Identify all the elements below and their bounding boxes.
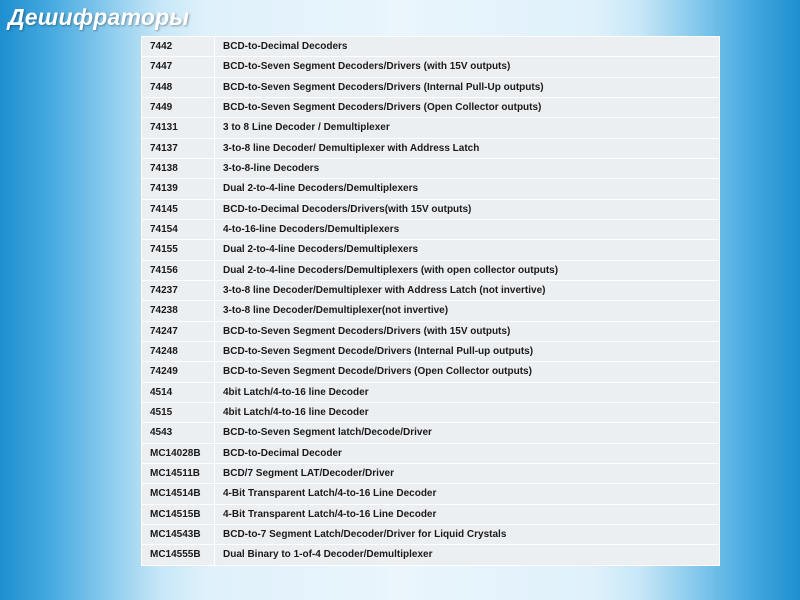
part-number-cell: 7447 (142, 57, 215, 77)
table-row (142, 77, 720, 97)
table-row (142, 321, 720, 341)
part-number-cell: 74238 (142, 301, 215, 321)
part-number-cell: MC14511B (142, 463, 215, 483)
part-number-cell: 74154 (142, 219, 215, 239)
description-cell: 3-to-8-line Decoders (215, 158, 720, 178)
table-row (142, 362, 720, 382)
part-number-cell: 4515 (142, 402, 215, 422)
description-cell: 3-to-8 line Decoder/Demultiplexer with Address Latch (not invertive) (215, 280, 720, 300)
part-number-cell: 7449 (142, 97, 215, 117)
part-number-cell: MC14028B (142, 443, 215, 463)
table-row (142, 382, 720, 402)
table-row (142, 545, 720, 565)
slide-title: Дешифраторы (8, 4, 190, 30)
table-row (142, 463, 720, 483)
part-number-cell: 74138 (142, 158, 215, 178)
description-cell: BCD-to-Seven Segment Decoders/Drivers (Internal Pull-Up outputs) (215, 77, 720, 97)
description-cell: BCD-to-Seven Segment Decoders/Drivers (with 15V outputs) (215, 321, 720, 341)
decoder-table-body (142, 37, 720, 566)
table-row (142, 260, 720, 280)
description-cell: BCD-to-Seven Segment Decoders/Drivers (with 15V outputs) (215, 57, 720, 77)
table-row (142, 57, 720, 77)
part-number-cell: 74248 (142, 341, 215, 361)
description-cell: 4-to-16-line Decoders/Demultiplexers (215, 219, 720, 239)
part-number-cell: 4543 (142, 423, 215, 443)
table-row (142, 423, 720, 443)
part-number-cell: 74249 (142, 362, 215, 382)
part-number-cell: 74139 (142, 179, 215, 199)
part-number-cell: 74145 (142, 199, 215, 219)
description-cell: Dual 2-to-4-line Decoders/Demultiplexers (215, 179, 720, 199)
table-row (142, 97, 720, 117)
part-number-cell: 4514 (142, 382, 215, 402)
description-cell: BCD-to-Seven Segment Decoders/Drivers (Open Collector outputs) (215, 97, 720, 117)
table-row (142, 219, 720, 239)
description-cell: Dual 2-to-4-line Decoders/Demultiplexers (215, 240, 720, 260)
table-row (142, 37, 720, 57)
table-row (142, 402, 720, 422)
description-cell: BCD-to-Seven Segment Decode/Drivers (Internal Pull-up outputs) (215, 341, 720, 361)
description-cell: Dual 2-to-4-line Decoders/Demultiplexers (with open collector outputs) (215, 260, 720, 280)
table-row (142, 443, 720, 463)
part-number-cell: 7442 (142, 37, 215, 57)
table-row (142, 524, 720, 544)
description-cell: 4-Bit Transparent Latch/4-to-16 Line Decoder (215, 504, 720, 524)
description-cell: 4bit Latch/4-to-16 line Decoder (215, 382, 720, 402)
part-number-cell: 74247 (142, 321, 215, 341)
table-row (142, 199, 720, 219)
table-row (142, 118, 720, 138)
table-row (142, 301, 720, 321)
description-cell: 3-to-8 line Decoder/ Demultiplexer with Address Latch (215, 138, 720, 158)
table-row (142, 179, 720, 199)
description-cell: BCD-to-7 Segment Latch/Decoder/Driver for Liquid Crystals (215, 524, 720, 544)
description-cell: BCD-to-Seven Segment latch/Decode/Driver (215, 423, 720, 443)
part-number-cell: 7448 (142, 77, 215, 97)
decoder-table (141, 36, 720, 566)
table-row (142, 504, 720, 524)
part-number-cell: 74131 (142, 118, 215, 138)
part-number-cell: MC14515B (142, 504, 215, 524)
table-row (142, 138, 720, 158)
part-number-cell: 74137 (142, 138, 215, 158)
table-row (142, 280, 720, 300)
table-row (142, 240, 720, 260)
description-cell: 4bit Latch/4-to-16 line Decoder (215, 402, 720, 422)
table-row (142, 158, 720, 178)
part-number-cell: MC14514B (142, 484, 215, 504)
description-cell: BCD/7 Segment LAT/Decoder/Driver (215, 463, 720, 483)
description-cell: BCD-to-Decimal Decoders/Drivers(with 15V outputs) (215, 199, 720, 219)
description-cell: Dual Binary to 1-of-4 Decoder/Demultiplexer (215, 545, 720, 565)
description-cell: 3-to-8 line Decoder/Demultiplexer(not invertive) (215, 301, 720, 321)
part-number-cell: 74156 (142, 260, 215, 280)
description-cell: 3 to 8 Line Decoder / Demultiplexer (215, 118, 720, 138)
description-cell: 4-Bit Transparent Latch/4-to-16 Line Decoder (215, 484, 720, 504)
part-number-cell: 74237 (142, 280, 215, 300)
part-number-cell: 74155 (142, 240, 215, 260)
table-row (142, 484, 720, 504)
description-cell: BCD-to-Seven Segment Decode/Drivers (Open Collector outputs) (215, 362, 720, 382)
description-cell: BCD-to-Decimal Decoders (215, 37, 720, 57)
table-row (142, 341, 720, 361)
part-number-cell: MC14543B (142, 524, 215, 544)
description-cell: BCD-to-Decimal Decoder (215, 443, 720, 463)
part-number-cell: MC14555B (142, 545, 215, 565)
